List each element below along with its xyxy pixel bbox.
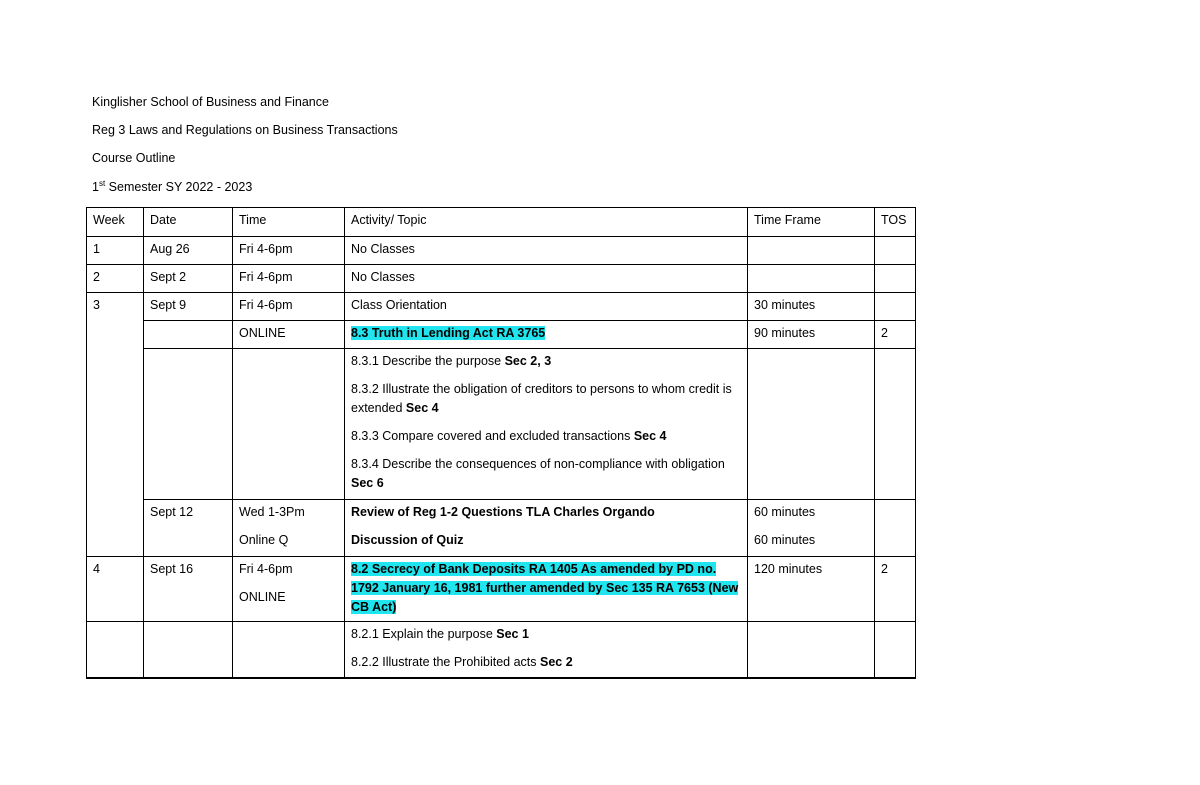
course-outline-table <box>86 207 916 679</box>
time-cell <box>233 349 345 500</box>
week-cell <box>87 622 144 678</box>
time-frame-cell <box>748 622 875 678</box>
date-cell: Sept 16 <box>144 557 233 622</box>
time-cell <box>233 622 345 678</box>
activity-cell: No Classes <box>345 237 748 265</box>
date-cell: Sept 2 <box>144 265 233 293</box>
tos-cell <box>875 349 916 500</box>
time-cell: ONLINE <box>233 321 345 349</box>
table-row <box>87 237 916 265</box>
week-cell: 4 <box>87 557 144 622</box>
table-header-row <box>87 208 916 237</box>
week-cell: 3 <box>87 293 144 557</box>
activity-cell: Class Orientation <box>345 293 748 321</box>
date-cell: Sept 12 <box>144 500 233 557</box>
activity-cell <box>345 622 748 678</box>
activity-cell <box>345 349 748 500</box>
time-cell: Fri 4-6pm ONLINE <box>233 557 345 622</box>
tos-cell <box>875 622 916 678</box>
time-cell: Wed 1-3Pm Online Q <box>233 500 345 557</box>
list-item: 8.3.2 Illustrate the obligation of creditors to persons to whom credit is extended Sec 4 <box>351 382 732 415</box>
semester-text: Semester SY 2022 - 2023 <box>105 180 253 194</box>
activity-cell: No Classes <box>345 265 748 293</box>
table-row <box>87 500 916 557</box>
tos-cell <box>875 237 916 265</box>
table-row <box>87 265 916 293</box>
column-header-tos: TOS <box>875 208 916 237</box>
week-cell: 2 <box>87 265 144 293</box>
list-item: 8.3.4 Describe the consequences of non-compliance with obligation Sec 6 <box>351 457 725 490</box>
list-item: 8.3.3 Compare covered and excluded transactions Sec 4 <box>351 429 667 443</box>
list-item: 8.2.1 Explain the purpose Sec 1 <box>351 627 529 641</box>
topic-highlight: 8.3 Truth in Lending Act RA 3765 <box>351 326 546 340</box>
table-row <box>87 622 916 678</box>
school-name: Kinglisher School of Business and Finance <box>92 95 329 109</box>
table-row <box>87 557 916 622</box>
time-frame-cell: 90 minutes <box>748 321 875 349</box>
table-row <box>87 349 916 500</box>
tos-cell: 2 <box>875 321 916 349</box>
semester-ordinal-suffix: st <box>98 178 106 188</box>
column-header-week: Week <box>87 208 144 237</box>
date-cell <box>144 349 233 500</box>
time-frame-cell <box>748 349 875 500</box>
table-row <box>87 321 916 349</box>
tos-cell: 2 <box>875 557 916 622</box>
topic-highlight: 8.2 Secrecy of Bank Deposits RA 1405 As amended by PD no. 1792 January 16, 1981 further amended by Sec 135 RA 7653 (New CB Act) <box>351 562 739 614</box>
time-cell: Fri 4-6pm <box>233 293 345 321</box>
tos-cell <box>875 265 916 293</box>
activity-cell <box>345 557 748 622</box>
course-title: Reg 3 Laws and Regulations on Business Transactions <box>92 123 398 137</box>
time-cell: Fri 4-6pm <box>233 237 345 265</box>
activity-cell: Review of Reg 1-2 Questions TLA Charles Orgando Discussion of Quiz <box>345 500 748 557</box>
tos-cell <box>875 500 916 557</box>
list-item: 8.2.2 Illustrate the Prohibited acts Sec 2 <box>351 655 573 669</box>
semester-line <box>92 180 252 194</box>
activity-cell <box>345 321 748 349</box>
time-frame-cell <box>748 265 875 293</box>
document-type: Course Outline <box>92 151 176 165</box>
date-cell <box>144 622 233 678</box>
column-header-activity: Activity/ Topic <box>345 208 748 237</box>
time-frame-cell: 30 minutes <box>748 293 875 321</box>
date-cell: Sept 9 <box>144 293 233 321</box>
column-header-date: Date <box>144 208 233 237</box>
week-cell: 1 <box>87 237 144 265</box>
table-row <box>87 293 916 321</box>
date-cell: Aug 26 <box>144 237 233 265</box>
column-header-time: Time <box>233 208 345 237</box>
date-cell <box>144 321 233 349</box>
time-frame-cell: 120 minutes <box>748 557 875 622</box>
list-item: 8.3.1 Describe the purpose Sec 2, 3 <box>351 354 552 368</box>
column-header-time-frame: Time Frame <box>748 208 875 237</box>
time-frame-cell: 60 minutes 60 minutes <box>748 500 875 557</box>
time-frame-cell <box>748 237 875 265</box>
semester-ordinal: 1 <box>92 180 99 194</box>
tos-cell <box>875 293 916 321</box>
time-cell: Fri 4-6pm <box>233 265 345 293</box>
